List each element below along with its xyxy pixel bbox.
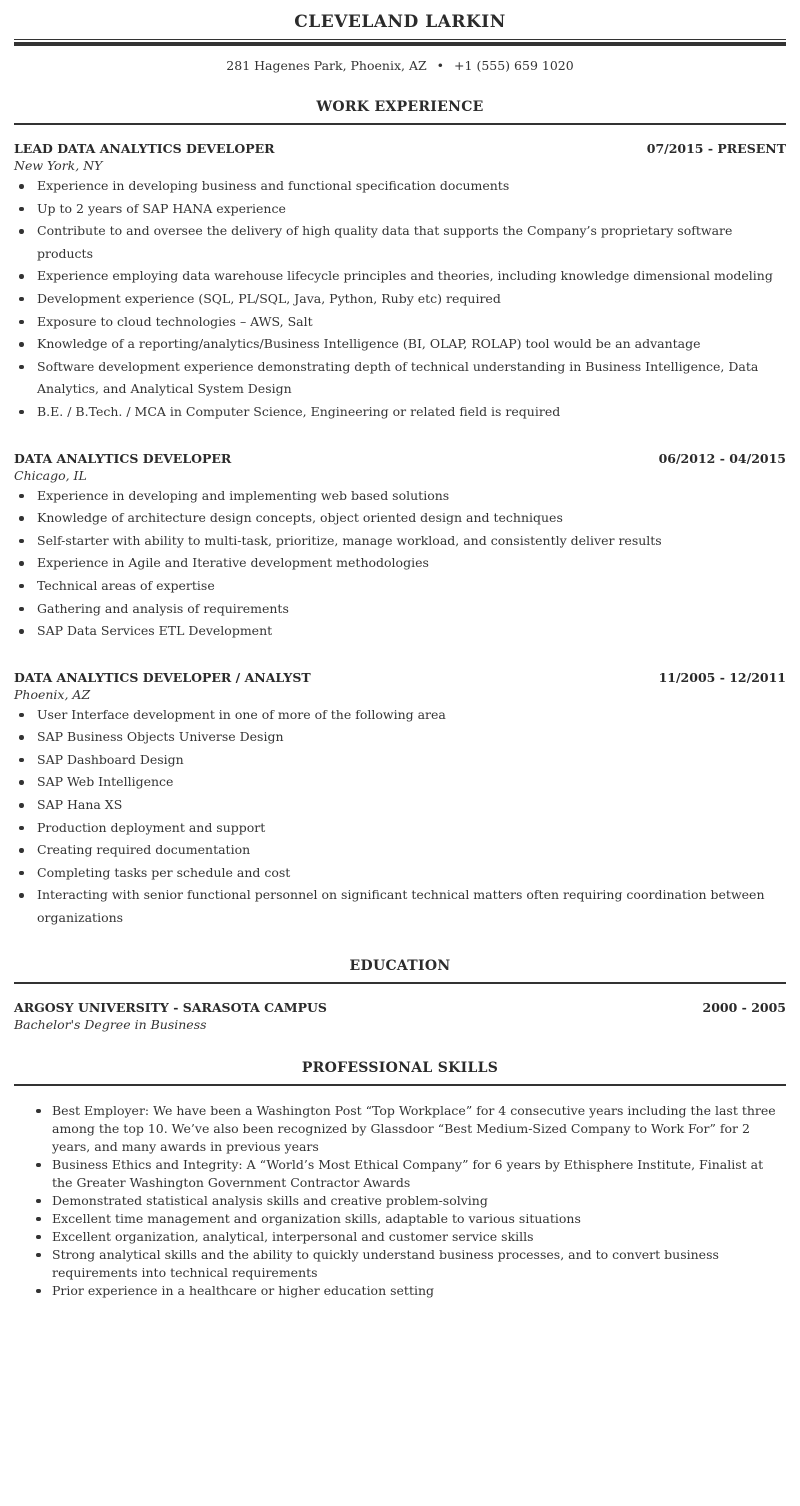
section-divider (14, 982, 786, 984)
job-title: DATA ANALYTICS DEVELOPER (14, 450, 232, 466)
job-header (14, 141, 786, 156)
job-title: LEAD DATA ANALYTICS DEVELOPER (14, 141, 275, 156)
bullet-item: Knowledge of a reporting/analytics/Business Intelligence (BI, OLAP, ROLAP) tool would be an advantage (14, 333, 786, 356)
bullet-item: Gathering and analysis of requirements (14, 598, 786, 621)
skill-item: Business Ethics and Integrity: A “World’s Most Ethical Company” for 6 years by Ethisphere Institute, Finalist at the Greater Washington Government Contractor Awards (14, 1156, 786, 1192)
skill-item: Best Employer: We have been a Washington Post “Top Workplace” for 4 consecutive years including the last three among the top 10. We’ve also been recognized by Glassdoor “Best Medium-Sized Company to Work For” for 2 years, and many awards in previous years (14, 1102, 786, 1156)
bullet-item: Exposure to cloud technologies – AWS, Salt (14, 311, 786, 334)
resume-page (14, 0, 786, 1300)
section-divider (14, 1084, 786, 1086)
job-bullets (14, 704, 786, 930)
bullet-item: User Interface development in one of more of the following area (14, 704, 786, 727)
section-title-work: WORK EXPERIENCE (316, 99, 484, 115)
job-entry (14, 451, 786, 643)
skill-item: Excellent organization, analytical, interpersonal and customer service skills (14, 1228, 786, 1246)
education-section (14, 958, 786, 1032)
bullet-item: SAP Web Intelligence (14, 771, 786, 794)
skills-list (14, 1102, 786, 1300)
bullet-item: Self-starter with ability to multi-task, prioritize, manage workload, and consistently deliver results (14, 530, 786, 553)
skill-item: Prior experience in a healthcare or higher education setting (14, 1282, 786, 1300)
phone: +1 (555) 659 1020 (454, 58, 574, 73)
school-name: ARGOSY UNIVERSITY - SARASOTA CAMPUS (14, 999, 327, 1015)
job-dates: 07/2015 - PRESENT (646, 141, 786, 156)
bullet-item: Creating required documentation (14, 839, 786, 862)
job-entry (14, 141, 786, 424)
job-location: Chicago, IL (14, 467, 87, 483)
bullet-item: Up to 2 years of SAP HANA experience (14, 198, 786, 221)
skill-item: Strong analytical skills and the ability to quickly understand business processes, and to convert business requirements into technical requirements (14, 1246, 786, 1282)
bullet-item: Experience employing data warehouse lifecycle principles and theories, including knowledge dimensional modeling (14, 265, 786, 288)
skills-section (14, 1060, 786, 1300)
bullet-item: SAP Dashboard Design (14, 749, 786, 772)
job-entry (14, 670, 786, 930)
job-bullets (14, 175, 786, 424)
work-experience-section (14, 99, 786, 930)
job-bullets (14, 485, 786, 643)
skill-item: Demonstrated statistical analysis skills and creative problem-solving (14, 1192, 786, 1210)
bullet-item: Contribute to and oversee the delivery of high quality data that supports the Company’s proprietary software products (14, 220, 786, 265)
job-location: Phoenix, AZ (14, 686, 91, 702)
job-header (14, 670, 786, 685)
bullet-item: Completing tasks per schedule and cost (14, 862, 786, 885)
candidate-name: CLEVELAND LARKIN (294, 12, 506, 32)
education-entry (14, 1000, 786, 1032)
job-title: DATA ANALYTICS DEVELOPER / ANALYST (14, 669, 311, 685)
job-dates: 11/2005 - 12/2011 (658, 669, 786, 685)
bullet-item: Experience in Agile and Iterative development methodologies (14, 552, 786, 575)
education-dates: 2000 - 2005 (702, 999, 786, 1015)
contact-separator: • (436, 58, 445, 73)
bullet-item: Software development experience demonstrating depth of technical understanding in Business Intelligence, Data Analytics, and Analytical System Design (14, 356, 786, 401)
job-dates: 06/2012 - 04/2015 (658, 450, 786, 466)
bullet-item: Experience in developing and implementing web based solutions (14, 485, 786, 508)
section-divider (14, 123, 786, 125)
bullet-item: SAP Hana XS (14, 794, 786, 817)
section-title-skills: PROFESSIONAL SKILLS (301, 1059, 499, 1076)
header-divider (14, 39, 786, 46)
contact-line (14, 58, 786, 78)
job-location: New York, NY (14, 158, 103, 173)
bullet-item: Interacting with senior functional personnel on significant technical matters often requiring coordination between organizations (14, 884, 786, 929)
skill-item: Excellent time management and organization skills, adaptable to various situations (14, 1210, 786, 1228)
address: 281 Hagenes Park, Phoenix, AZ (226, 58, 427, 73)
bullet-item: Technical areas of expertise (14, 575, 786, 598)
bullet-item: Knowledge of architecture design concepts, object oriented design and techniques (14, 507, 786, 530)
section-title-education: EDUCATION (349, 957, 451, 974)
bullet-item: SAP Data Services ETL Development (14, 620, 786, 643)
degree: Bachelor's Degree in Business (14, 1016, 207, 1032)
bullet-item: Experience in developing business and functional specification documents (14, 175, 786, 198)
job-header (14, 451, 786, 466)
bullet-item: Production deployment and support (14, 817, 786, 840)
bullet-item: Development experience (SQL, PL/SQL, Java, Python, Ruby etc) required (14, 288, 786, 311)
bullet-item: B.E. / B.Tech. / MCA in Computer Science, Engineering or related field is required (14, 401, 786, 424)
education-header (14, 1000, 786, 1015)
bullet-item: SAP Business Objects Universe Design (14, 726, 786, 749)
